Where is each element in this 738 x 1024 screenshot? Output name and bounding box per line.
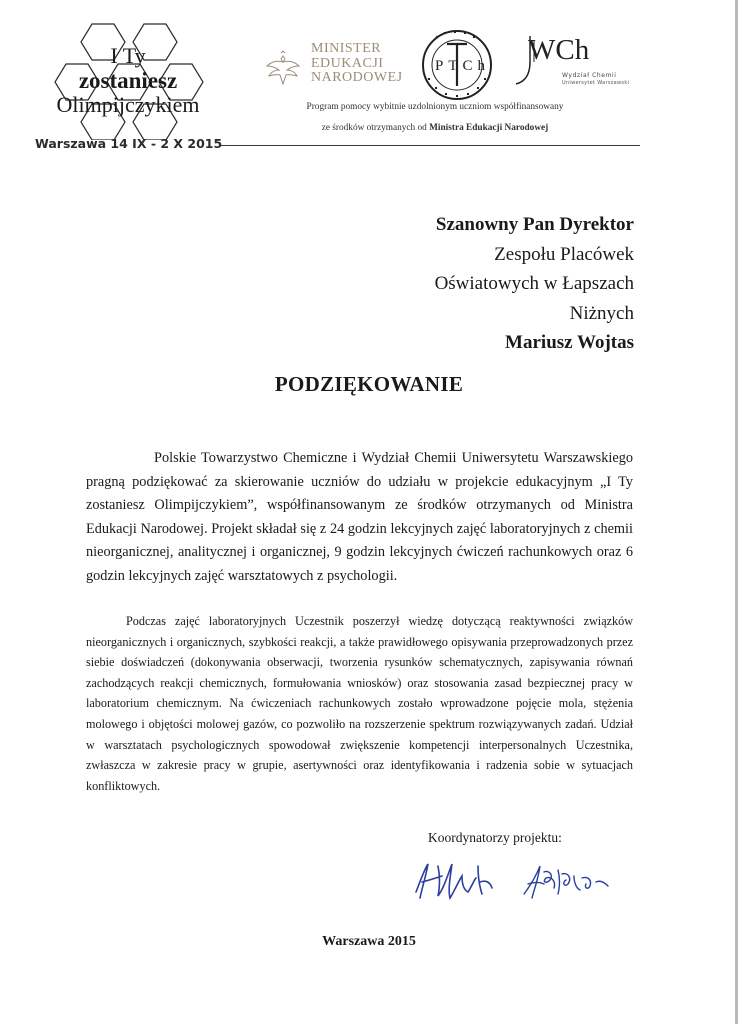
men-logo bbox=[263, 42, 413, 92]
men-logo-text: MINISTER EDUKACJI NARODOWEJ bbox=[311, 41, 403, 85]
olympiad-logo bbox=[28, 22, 228, 140]
wch-logo-university: Uniwersytet Warszawski bbox=[562, 80, 630, 86]
program-funding bbox=[265, 123, 605, 133]
olympiad-logo-line1: I Ty bbox=[110, 43, 146, 68]
document-title: PODZIĘKOWANIE bbox=[274, 372, 464, 396]
body-paragraph-1: Polskie Towarzystwo Chemiczne i Wydział Chemii Uniwersytetu Warszawskiego pragną podziękować za skierowanie uczniów do udziału w projekcie edukacyjnym „I Ty zostaniesz Olimpijczykiem”, współfinansowanym ze środków otrzymanych od Ministra Edukacji Narodowej. Projekt składał się z 24 godzin lekcyjnych zajęć laboratoryjnych z chemii nieorganicznej, analitycznej i organicznej, 9 godzin lekcyjnych ćwiczeń rachunkowych oraz 6 godzin lekcyjnych zajęć warsztatowych z psychologii. bbox=[86, 450, 633, 584]
ptch-logo-letters: PTCh bbox=[435, 58, 491, 74]
ptch-logo bbox=[420, 28, 494, 102]
wch-logo-subtitle: Wydział Chemii bbox=[562, 72, 617, 79]
addressee-salutation: Szanowny Pan Dyrektor bbox=[435, 214, 634, 235]
olympiad-dates: Warszawa 14 IX - 2 X 2015 bbox=[35, 136, 223, 151]
coordinators-label: Koordynatorzy projektu: bbox=[428, 830, 562, 845]
place-and-date: Warszawa 2015 bbox=[322, 934, 416, 949]
olympiad-logo-line3: Olimpijczykiem bbox=[56, 92, 200, 117]
body-paragraph-2: Podczas zajęć laboratoryjnych Uczestnik poszerzył wiedzę dotyczącą reaktywności związków nieorganicznych i organicznych, szybkości reakcji, a także prawidłowego opisywania przeprowadzonych przez siebie doświadczeń (dokonywania obserwacji, tworzenia rysunków schematycznych, zapisywania równań zachodzących reakcji chemicznych, formułowania wniosków) oraz stosowania zasad bezpiecznej pracy w laboratorium chemicznym. Na ćwiczeniach rachunkowych zostało wprowadzone pojęcie mola, stężenia molowego i objętości molowej gazów, co pozwoliło na rozszerzenie spektrum rozwiązywanych zadań. Udział w warsztatach psychologicznych spowodował zwiększenie kompetencji interpersonalnych Uczestnika, zwłaszcza w zakresie pracy w grupie, asertywności oraz identyfikowania i radzenia sobie w sytuacjach konfliktowych. bbox=[86, 614, 633, 793]
header-divider bbox=[220, 145, 640, 146]
program-funding-prefix: ze środków otrzymanych od bbox=[321, 123, 430, 133]
eagle-emblem-icon bbox=[263, 50, 303, 90]
addressee-institution-line1: Zespołu Placówek bbox=[494, 243, 634, 265]
signature-2 bbox=[514, 852, 624, 912]
addressee-name: Mariusz Wojtas bbox=[505, 332, 634, 353]
addressee-block bbox=[300, 210, 634, 358]
wch-logo bbox=[514, 32, 634, 92]
signature-1 bbox=[408, 852, 508, 912]
program-funding-minister: Ministra Edukacji Narodowej bbox=[429, 123, 549, 133]
addressee-institution-line2: Oświatowych w Łapszach bbox=[434, 273, 634, 294]
olympiad-logo-line2: zostaniesz bbox=[78, 68, 178, 93]
wch-logo-main: WCh bbox=[528, 34, 590, 66]
program-description: Program pomocy wybitnie uzdolnionym uczniom współfinansowany bbox=[306, 102, 564, 112]
addressee-institution-line3: Niżnych bbox=[569, 302, 634, 324]
